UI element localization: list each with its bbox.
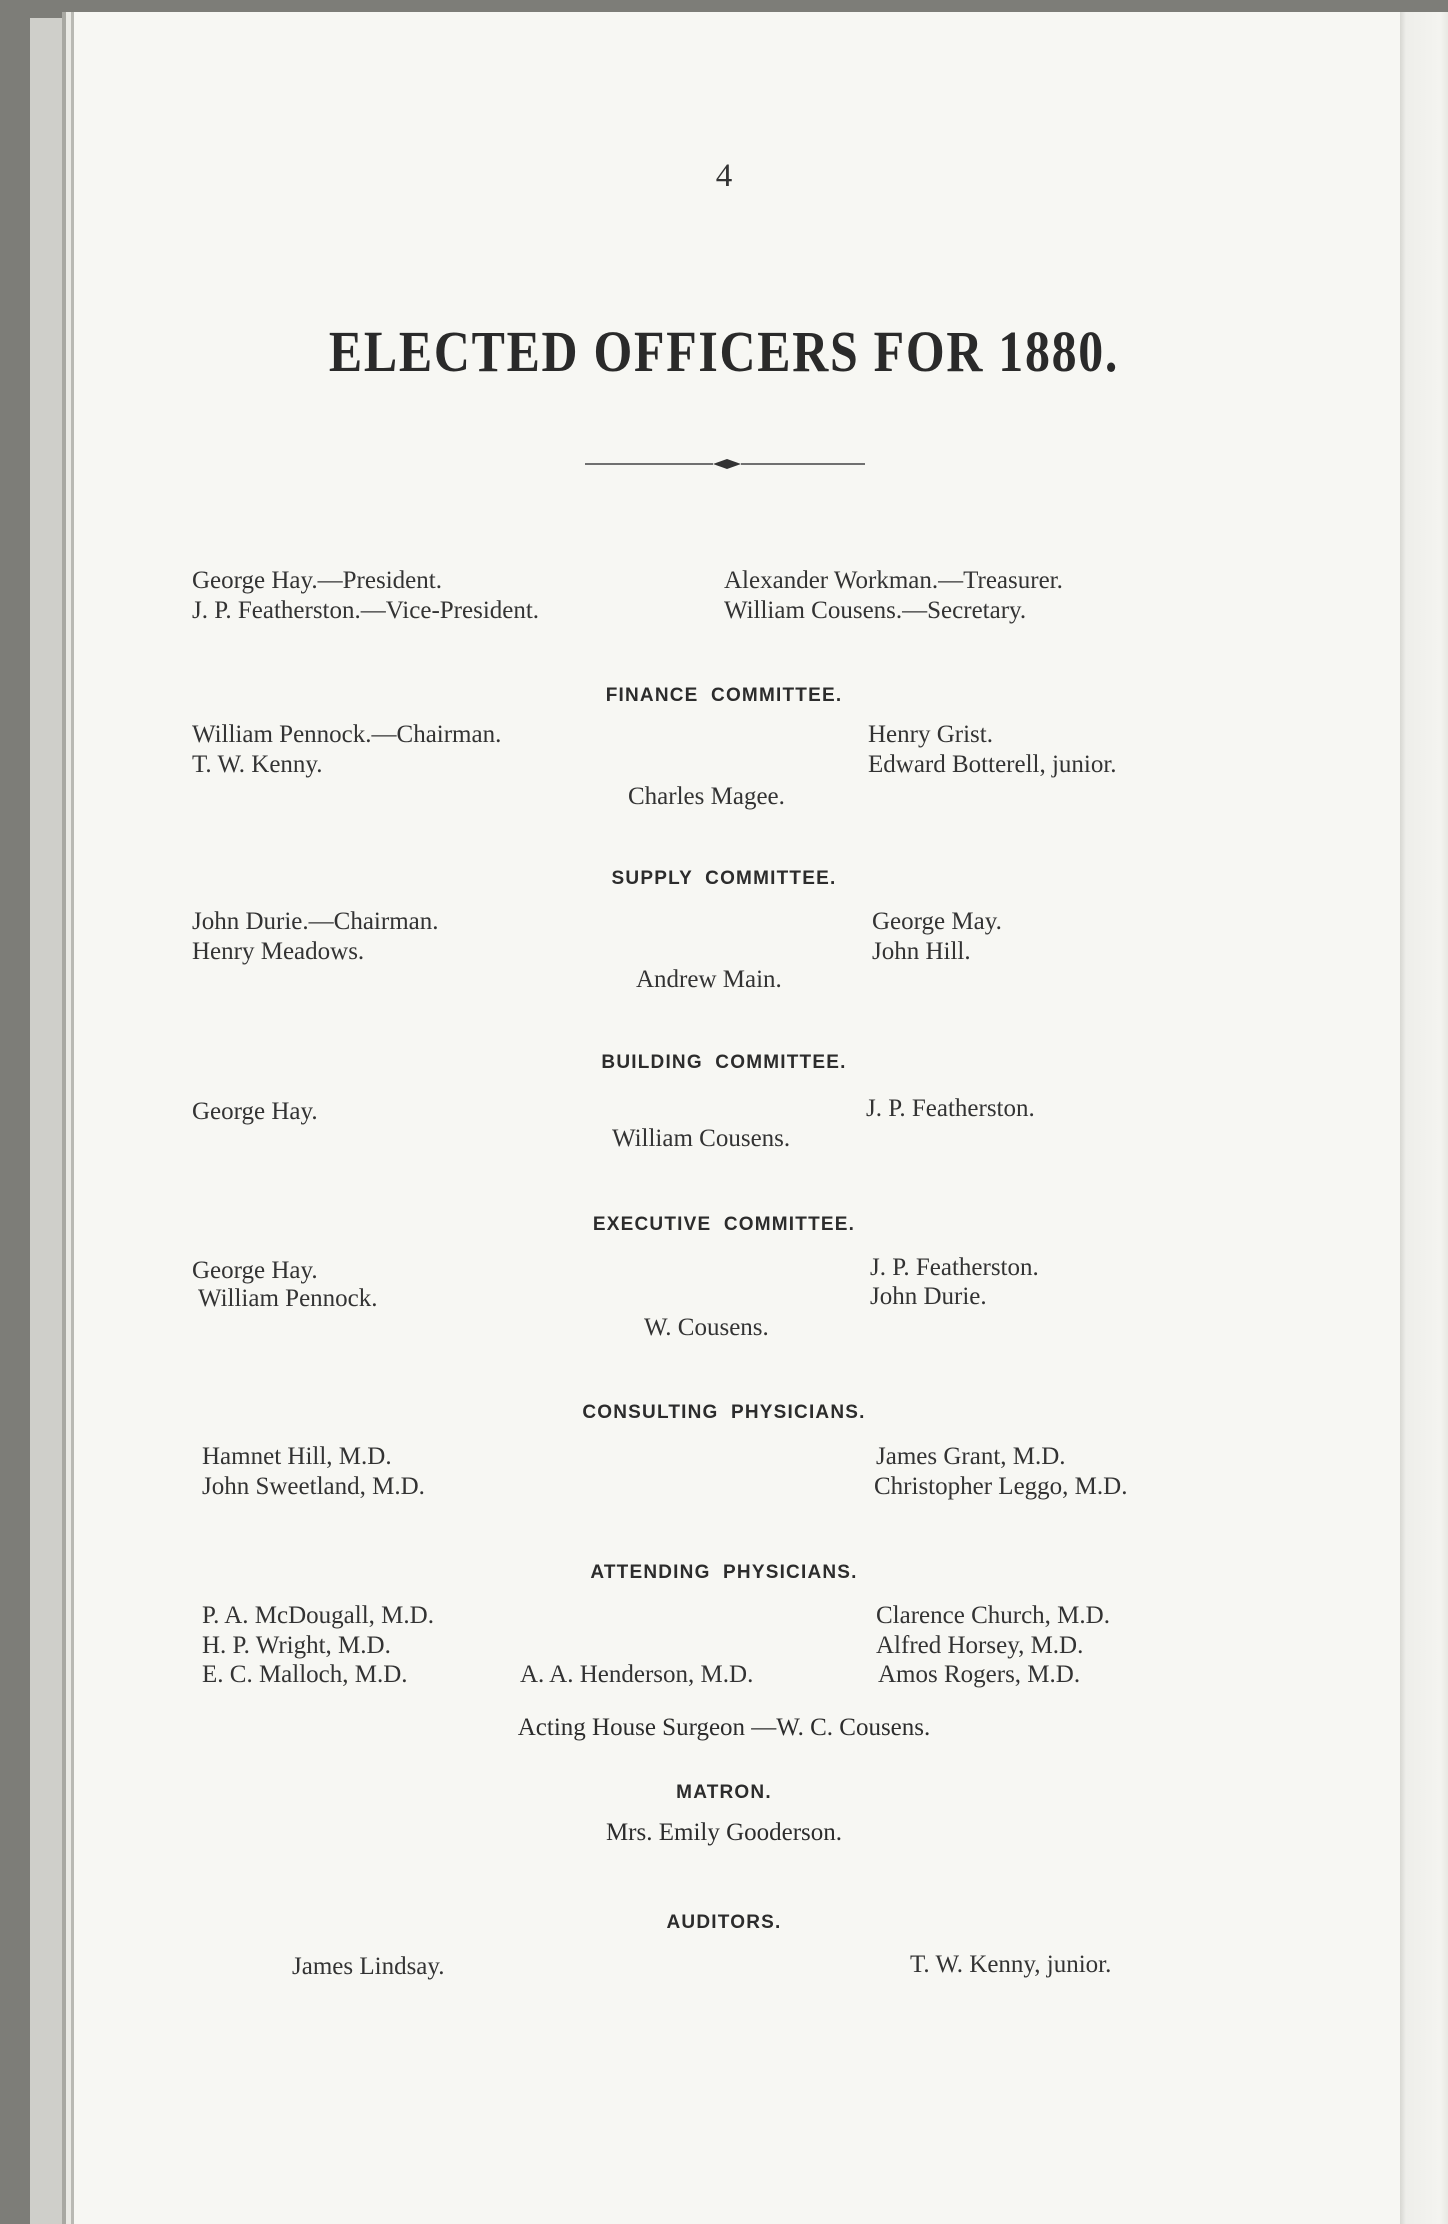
auditors-heading: AUDITORS. [666,1912,782,1933]
consulting-physician: John Sweetland, M.D. [202,1473,425,1500]
attending-physician: Amos Rogers, M.D. [878,1661,1081,1688]
finance-committee-heading: FINANCE COMMITTEE. [605,685,843,706]
ornament-divider-icon [585,457,865,471]
executive-member: George Hay. [192,1257,318,1284]
building-member: George Hay. [192,1098,318,1125]
attending-physician: E. C. Malloch, M.D. [202,1661,408,1688]
page-title: ELECTED OFFICERS FOR 1880. [328,319,1120,384]
page-edge [1400,12,1448,2224]
building-member: J. P. Featherston. [866,1095,1035,1122]
executive-member: J. P. Featherston. [870,1254,1039,1281]
attending-physician: Clarence Church, M.D. [876,1602,1110,1629]
officer-secretary: William Cousens.—Secretary. [724,597,1027,624]
officer-treasurer: Alexander Workman.—Treasurer. [724,567,1063,594]
consulting-physician: James Grant, M.D. [876,1443,1066,1470]
matron-heading: MATRON. [676,1782,772,1803]
executive-member: William Pennock. [198,1285,378,1312]
page-number: 4 [715,158,733,194]
consulting-physicians-heading: CONSULTING PHYSICIANS. [582,1402,866,1423]
consulting-physician: Christopher Leggo, M.D. [874,1473,1128,1500]
finance-member: T. W. Kenny. [192,751,323,778]
acting-house-surgeon: Acting House Surgeon —W. C. Cousens. [517,1714,931,1741]
supply-member: John Hill. [872,938,971,965]
auditor: T. W. Kenny, junior. [910,1951,1112,1978]
finance-member: Charles Magee. [628,783,785,810]
supply-member: George May. [872,908,1002,935]
building-committee-heading: BUILDING COMMITTEE. [601,1052,847,1073]
consulting-physician: Hamnet Hill, M.D. [202,1443,392,1470]
attending-physicians-heading: ATTENDING PHYSICIANS. [590,1562,858,1583]
attending-physician: P. A. McDougall, M.D. [202,1602,434,1629]
building-member: William Cousens. [612,1125,791,1152]
attending-physician: A. A. Henderson, M.D. [520,1661,754,1688]
executive-committee-heading: EXECUTIVE COMMITTEE. [592,1214,856,1235]
attending-physician: H. P. Wright, M.D. [202,1632,391,1659]
supply-member: John Durie.—Chairman. [192,908,439,935]
officer-president: George Hay.—President. [192,567,442,594]
finance-member: Henry Grist. [868,721,993,748]
matron-name: Mrs. Emily Gooderson. [605,1819,843,1846]
supply-member: Henry Meadows. [192,938,365,965]
supply-member: Andrew Main. [636,966,782,993]
finance-member: Edward Botterell, junior. [868,751,1117,778]
supply-committee-heading: SUPPLY COMMITTEE. [611,868,837,889]
executive-member: John Durie. [870,1283,987,1310]
officer-vice-president: J. P. Featherston.—Vice-President. [192,597,540,624]
finance-member: William Pennock.—Chairman. [192,721,502,748]
executive-member: W. Cousens. [644,1314,769,1341]
auditor: James Lindsay. [292,1953,445,1980]
attending-physician: Alfred Horsey, M.D. [876,1632,1084,1659]
